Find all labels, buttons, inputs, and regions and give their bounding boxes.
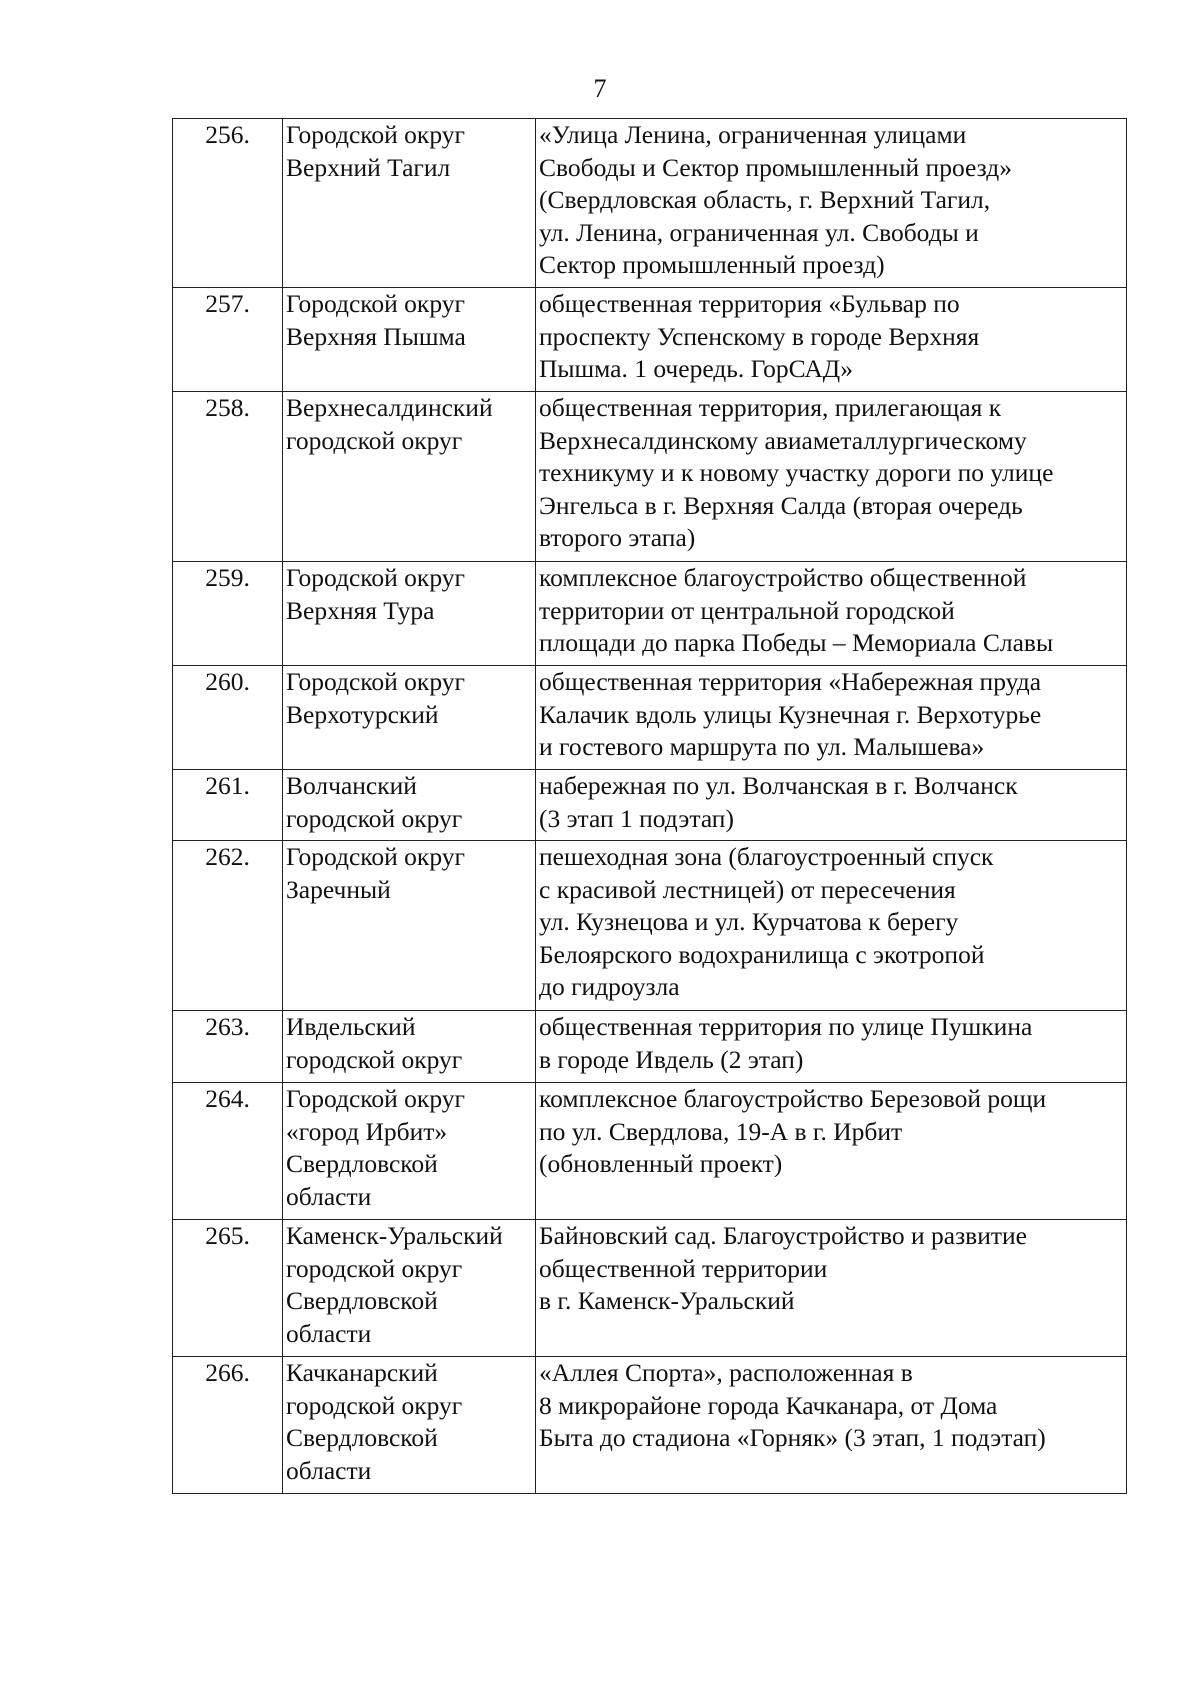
object-cell: общественная территория «Бульвар по проспекту Успенскому в городе Верхняя Пышма. 1 очередь. ГорСАД» bbox=[536, 288, 1127, 392]
object-cell: общественная территория по улице Пушкина в городе Ивдель (2 этап) bbox=[536, 1011, 1127, 1083]
municipality-cell: Ивдельский городской округ bbox=[283, 1011, 536, 1083]
municipality-cell: Городской округ Верхотурский bbox=[283, 666, 536, 770]
object-cell: Байновский сад. Благоустройство и развитие общественной территории в г. Каменск-Уральский bbox=[536, 1220, 1127, 1357]
municipality-cell: Городской округ «город Ирбит» Свердловской области bbox=[283, 1083, 536, 1220]
object-cell: «Аллея Спорта», расположенная в 8 микрорайоне города Качканара, от Дома Быта до стадиона «Горняк» (3 этап, 1 подэтап) bbox=[536, 1357, 1127, 1494]
object-cell: комплексное благоустройство Березовой рощи по ул. Свердлова, 19-А в г. Ирбит (обновленный проект) bbox=[536, 1083, 1127, 1220]
row-number: 259. bbox=[173, 562, 283, 666]
row-number: 262. bbox=[173, 841, 283, 1011]
row-number: 256. bbox=[173, 119, 283, 288]
municipality-cell: Каменск-Уральский городской округ Свердловской области bbox=[283, 1220, 536, 1357]
object-cell: набережная по ул. Волчанская в г. Волчанск (3 этап 1 подэтап) bbox=[536, 770, 1127, 841]
municipality-cell: Городской округ Заречный bbox=[283, 841, 536, 1011]
row-number: 260. bbox=[173, 666, 283, 770]
table-row bbox=[173, 1357, 1127, 1494]
object-cell: общественная территория, прилегающая к Верхнесалдинскому авиаметаллургическому техникуму и к новому участку дороги по улице Энгельса в г. Верхняя Салда (вторая очередь второго этапа) bbox=[536, 392, 1127, 562]
table-row bbox=[173, 1011, 1127, 1083]
page-number: 7 bbox=[593, 74, 607, 103]
row-number: 263. bbox=[173, 1011, 283, 1083]
municipality-cell: Городской округ Верхняя Тура bbox=[283, 562, 536, 666]
row-number: 257. bbox=[173, 288, 283, 392]
object-cell: «Улица Ленина, ограниченная улицами Свободы и Сектор промышленный проезд» (Свердловская область, г. Верхний Тагил, ул. Ленина, ограниченная ул. Свободы и Сектор промышленный проезд) bbox=[536, 119, 1127, 288]
table-row bbox=[173, 1083, 1127, 1220]
municipality-cell: Верхнесалдинский городской округ bbox=[283, 392, 536, 562]
municipality-cell: Городской округ Верхний Тагил bbox=[283, 119, 536, 288]
row-number: 261. bbox=[173, 770, 283, 841]
table-row bbox=[173, 1220, 1127, 1357]
municipality-cell: Качканарский городской округ Свердловской области bbox=[283, 1357, 536, 1494]
table-row bbox=[173, 841, 1127, 1011]
row-number: 266. bbox=[173, 1357, 283, 1494]
table-row bbox=[173, 666, 1127, 770]
table-row bbox=[173, 119, 1127, 288]
object-cell: пешеходная зона (благоустроенный спуск с красивой лестницей) от пересечения ул. Кузнецова и ул. Курчатова к берегу Белоярского водохранилища с экотропой до гидроузла bbox=[536, 841, 1127, 1011]
projects-table bbox=[172, 118, 1127, 1494]
table-row bbox=[173, 392, 1127, 562]
object-cell: комплексное благоустройство общественной территории от центральной городской площади до парка Победы – Мемориала Славы bbox=[536, 562, 1127, 666]
row-number: 265. bbox=[173, 1220, 283, 1357]
table-row bbox=[173, 562, 1127, 666]
row-number: 258. bbox=[173, 392, 283, 562]
row-number: 264. bbox=[173, 1083, 283, 1220]
municipality-cell: Городской округ Верхняя Пышма bbox=[283, 288, 536, 392]
table-row bbox=[173, 288, 1127, 392]
object-cell: общественная территория «Набережная пруда Калачик вдоль улицы Кузнечная г. Верхотурье и гостевого маршрута по ул. Малышева» bbox=[536, 666, 1127, 770]
table-row bbox=[173, 770, 1127, 841]
municipality-cell: Волчанский городской округ bbox=[283, 770, 536, 841]
